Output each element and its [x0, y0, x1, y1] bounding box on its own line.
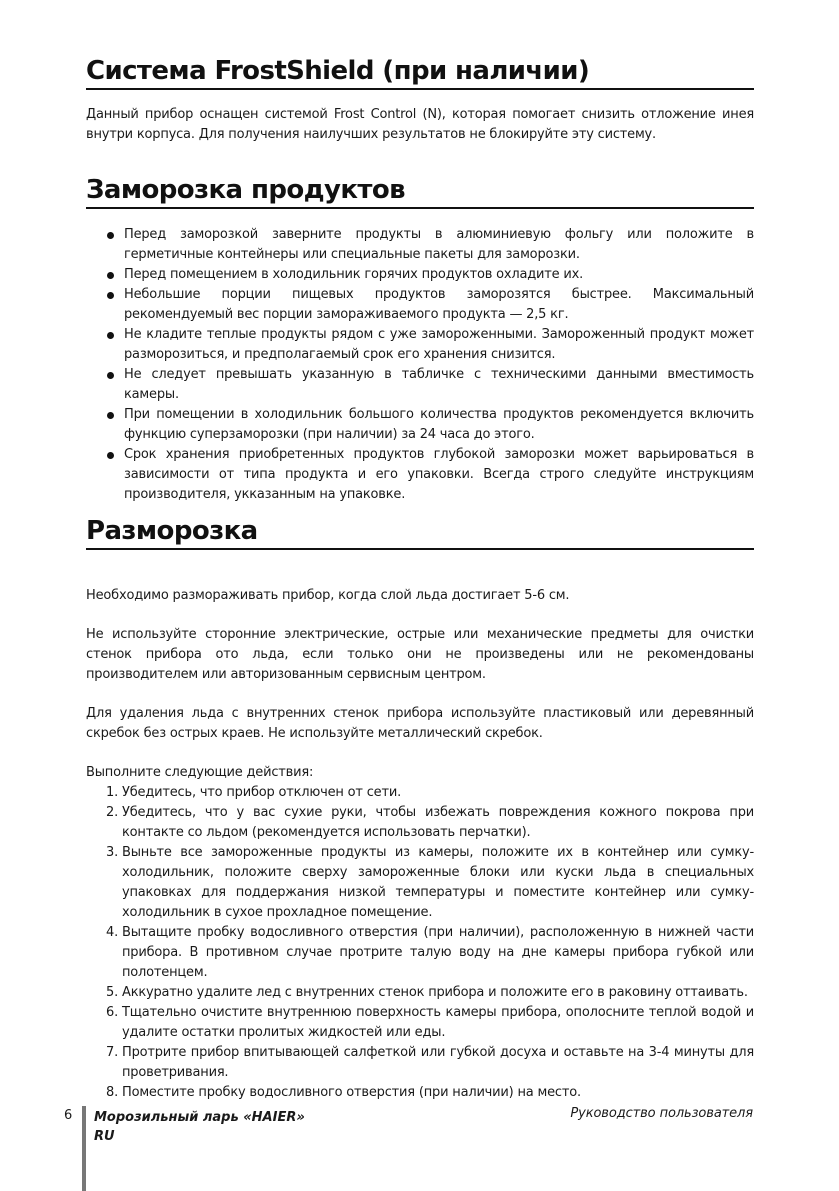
- section-title-defrost: Разморозка: [86, 516, 754, 550]
- step-item: 3. Выньте все замороженные продукты из камеры, положите их в контейнер или сумку-холодильник, положите сверху замороженные блоки или куски льда в специальных упаковках для поддержания низкой температуры и поместите контейнер или сумку-холодильник в сухое прохладное помещение.: [106, 845, 754, 920]
- list-item: Не кладите теплые продукты рядом с уже замороженными. Замороженный продукт может разморозиться, и предполагаемый срок его хранения снизится.: [86, 325, 754, 365]
- defrost-paragraph-2: Не используйте сторонние электрические, острые или механические предметы для очистки стенок прибора ото льда, если только они не произведены или не рекомендованы производителем или авторизованным сервисным центром.: [86, 627, 754, 682]
- list-item: Перед заморозкой заверните продукты в алюминиевую фольгу или положите в герметичные контейнеры или специальные пакеты для заморозки.: [86, 225, 754, 265]
- frostshield-text: Данный прибор оснащен системой Frost Control (N), которая помогает снизить отложение инея внутри корпуса. Для получения наилучших результатов не блокируйте эту систему.: [86, 107, 754, 142]
- step-item: 2. Убедитесь, что у вас сухие руки, чтобы избежать повреждения кожного покрова при контакте со льдом (рекомендуется использовать перчатки).: [106, 805, 754, 840]
- step-item: 6. Тщательно очистите внутреннюю поверхность камеры прибора, ополосните теплой водой и удалите остатки пролитых жидкостей или еды.: [106, 1005, 754, 1040]
- list-item: При помещении в холодильник большого количества продуктов рекомендуется включить функцию суперзаморозки (при наличии) за 24 часа до этого.: [86, 405, 754, 445]
- steps-intro: Выполните следующие действия:: [86, 765, 314, 780]
- freezing-list: [86, 225, 754, 505]
- bullet-icon: [107, 452, 114, 459]
- bullet-icon: [107, 332, 114, 339]
- section-title-frostshield: Система FrostShield (при наличии): [86, 56, 754, 90]
- list-item: Срок хранения приобретенных продуктов глубокой заморозки может варьироваться в зависимости от типа продукта и его упаковки. Всегда строго следуйте инструкциям производителя, укказанным на упаковке.: [86, 445, 754, 505]
- bullet-icon: [107, 292, 114, 299]
- step-item: 8. Поместите пробку водосливного отверстия (при наличии) на место.: [106, 1085, 581, 1100]
- footer-divider: [82, 1106, 86, 1191]
- defrost-body: [86, 586, 754, 1103]
- footer-product-name: Морозильный ларь «HAIER»: [94, 1110, 305, 1125]
- defrost-steps: [86, 783, 754, 1103]
- list-item: Не следует превышать указанную в табличке с техническими данными вместимость камеры.: [86, 365, 754, 405]
- list-item: Перед помещением в холодильник горячих продуктов охладите их.: [86, 265, 754, 285]
- footer-lang: RU: [94, 1129, 115, 1144]
- footer-product: [94, 1108, 305, 1146]
- step-item: 7. Протрите прибор впитывающей салфеткой или губкой досуха и оставьте на 3-4 минуты для проветривания.: [106, 1045, 754, 1080]
- section-title-freezing: Заморозка продуктов: [86, 175, 754, 209]
- footer-guide-title: Руководство пользователя: [570, 1106, 753, 1121]
- bullet-icon: [107, 372, 114, 379]
- list-item: Небольшие порции пищевых продуктов заморозятся быстрее. Максимальный рекомендуемый вес порции замораживаемого продукта — 2,5 кг.: [86, 285, 754, 325]
- page-number: 6: [64, 1108, 73, 1123]
- bullet-icon: [107, 272, 114, 279]
- step-item: 5. Аккуратно удалите лед с внутренних стенок прибора и положите его в раковину оттаивать.: [106, 985, 748, 1000]
- defrost-paragraph-3: Для удаления льда с внутренних стенок прибора используйте пластиковый или деревянный скребок без острых краев. Не используйте металлический скребок.: [86, 706, 754, 741]
- bullet-icon: [107, 412, 114, 419]
- step-item: 4. Вытащите пробку водосливного отверстия (при наличии), расположенную в нижней части прибора. В противном случае протрите талую воду на дне камеры прибора губкой или полотенцем.: [106, 925, 754, 980]
- bullet-icon: [107, 232, 114, 239]
- step-item: 1. Убедитесь, что прибор отключен от сети.: [106, 785, 402, 800]
- defrost-paragraph-1: Необходимо размораживать прибор, когда слой льда достигает 5-6 см.: [86, 588, 570, 603]
